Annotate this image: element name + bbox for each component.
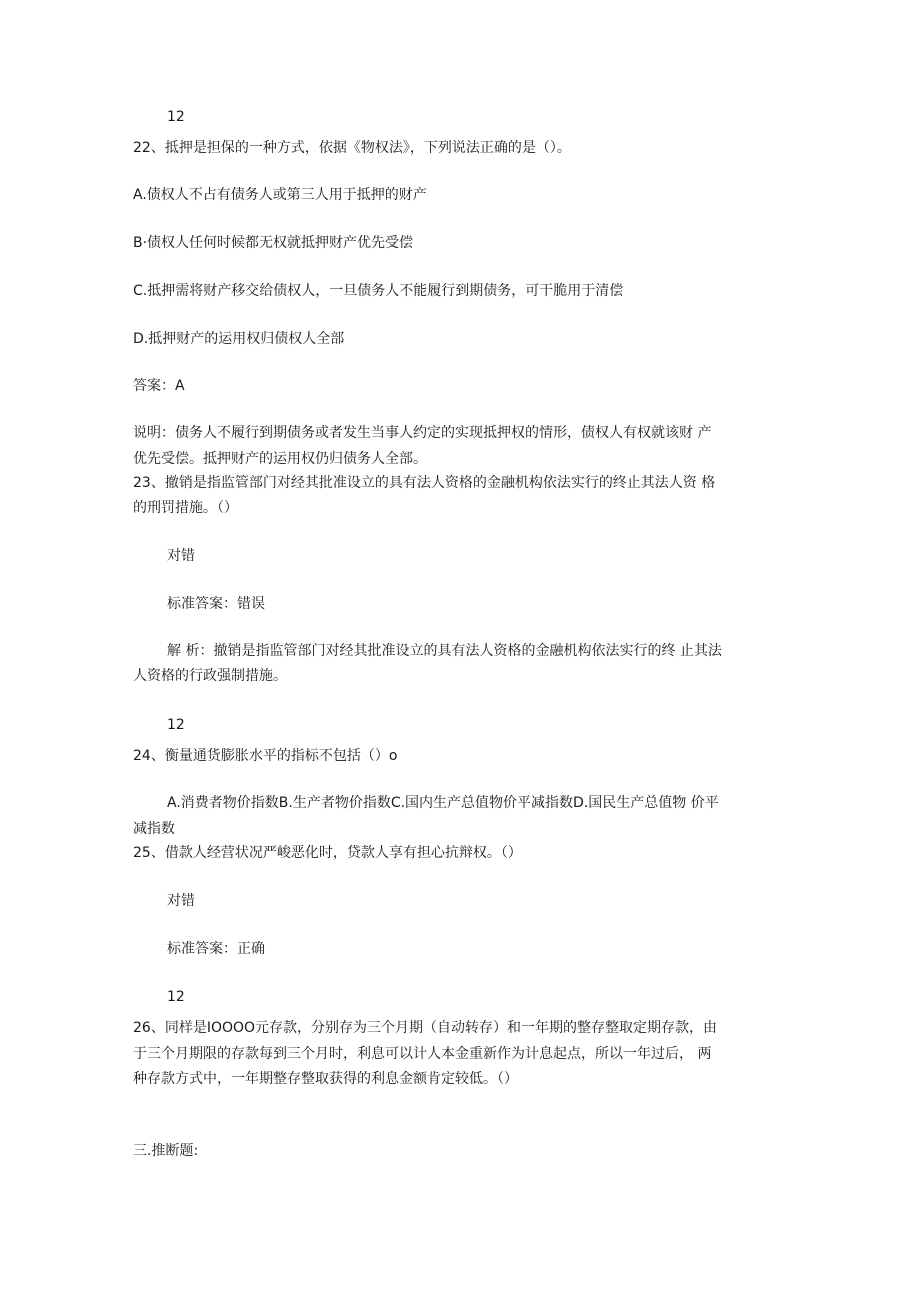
q23-standard-answer: 标准答案：错误 [167,596,265,612]
section-title: 三.推断题: [133,1143,199,1159]
q22-option-c: C.抵押需将财产移交给债权人，一旦债务人不能履行到期债务，可干脆用于清偿 [133,283,624,299]
question-23-line2: 的刑罚措施。（） [133,500,238,516]
q24-options-line1: A.消费者物价指数B.生产者物价指数C.国内生产总值物价平减指数D.国民生产总值物 价平 [167,795,719,811]
q25-choices: 对错 [167,893,195,909]
q22-option-b: B·债权人任何时候都无权就抵押财产优先受偿 [133,235,414,251]
q24-options-line2: 减指数 [133,821,175,837]
q23-analysis-line2: 人资格的行政强制措施。 [133,668,287,684]
q22-explanation-line1: 说明：债务人不履行到期债务或者发生当事人约定的实现抵押权的情形，债权人有权就该财 产 [133,425,712,441]
question-25: 25、借款人经营状况严峻恶化时，贷款人享有担心抗辩权。（） [133,845,522,861]
page-number: 12 [167,717,185,733]
question-23-line1: 23、撤销是指监管部门对经其批准设立的具有法人资格的金融机构依法实行的终止其法人资 格 [133,475,716,491]
question-22: 22、抵押是担保的一种方式，依据《物权法》，下列说法正确的是（）。 [133,140,571,156]
question-24: 24、衡量通货膨胀水平的指标不包括（）o [133,748,398,764]
page-number: 12 [167,989,185,1005]
q22-explanation-line2: 优先受偿。抵押财产的运用权仍归债务人全部。 [133,451,427,467]
question-26-line1: 26、同样是IOOOO元存款，分别存为三个月期（自动转存）和一年期的整存整取定期存款，由 [133,1020,718,1036]
q25-standard-answer: 标准答案：正确 [167,941,265,957]
question-26-line3: 种存款方式中，一年期整存整取获得的利息金额肯定较低。（） [133,1071,518,1087]
q23-analysis-line1: 解 析：撤销是指监管部门对经其批准设立的具有法人资格的金融机构依法实行的终 止其法 [167,643,722,659]
q22-option-a: A.债权人不占有债务人或第三人用于抵押的财产 [133,187,427,203]
question-26-line2: 于三个月期限的存款每到三个月时，利息可以计人本金重新作为计息起点，所以一年过后， 两 [133,1046,712,1062]
q22-option-d: D.抵押财产的运用权归债权人全部 [133,331,345,347]
q22-answer: 答案：A [133,378,185,394]
page-number: 12 [167,109,185,125]
q23-choices: 对错 [167,548,195,564]
